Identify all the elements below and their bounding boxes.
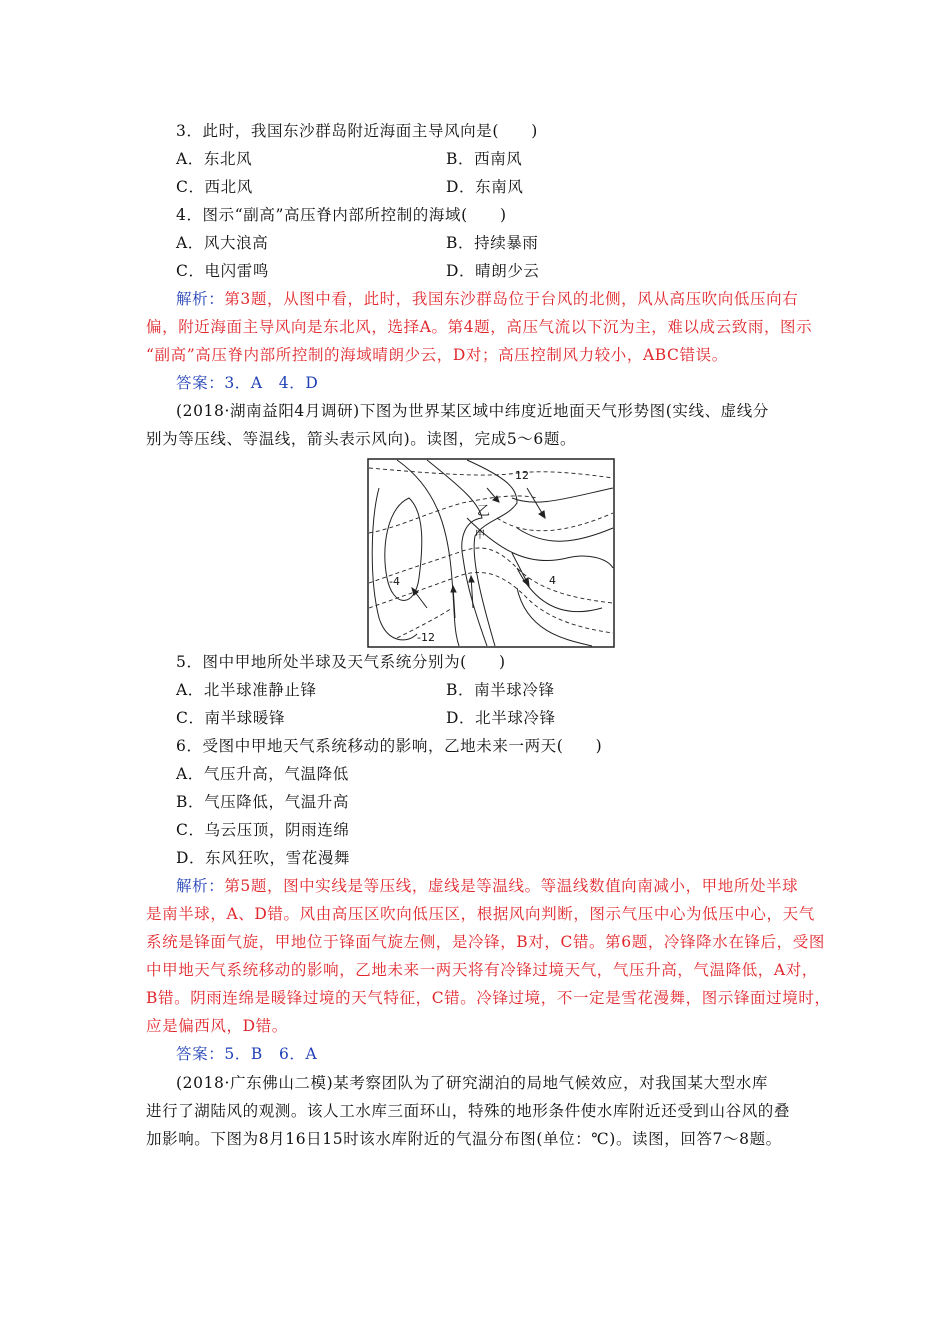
analysis2-line4: 中甲地天气系统移动的影响，乙地未来一两天将有冷锋过境天气，气压升高，气温降低，A对， xyxy=(146,961,818,979)
analysis1-label: 解析： xyxy=(176,290,225,308)
q3-option-c: C．西北风 xyxy=(176,178,253,196)
q6-option-a: A．气压升高，气温降低 xyxy=(176,765,349,783)
map-frame xyxy=(368,459,614,647)
intro2-line1: (2018·湖南益阳4月调研)下图为世界某区域中纬度近地面天气形势图(实线、虚线分 xyxy=(176,402,769,420)
label-12: 12 xyxy=(515,469,529,482)
analysis1-line3: “副高”高压脊内部所控制的海域晴朗少云，D对；高压控制风力较小，ABC错误。 xyxy=(146,346,728,364)
intro3-line1: (2018·广东佛山二模)某考察团队为了研究湖泊的局地气候效应，对我国某大型水库 xyxy=(176,1074,768,1092)
q6-stem: 6．受图中甲地天气系统移动的影响，乙地未来一两天( ) xyxy=(176,737,603,755)
q5-option-b: B．南半球冷锋 xyxy=(446,681,555,699)
analysis2-line2: 是南半球，A、D错。风由高压区吹向低压区，根据风向判断，图示气压中心为低压中心，天气 xyxy=(146,905,815,923)
analysis2-line6: 应是偏西风，D错。 xyxy=(146,1017,288,1035)
answer1-label: 答案： xyxy=(176,374,225,392)
q3-option-b: B．西南风 xyxy=(446,150,523,168)
analysis1-line1: 解析：第3题，从图中看，此时，我国东沙群岛位于台风的北侧，风从高压吹向低压向右 xyxy=(176,290,799,308)
q6-option-d: D．东风狂吹，雪花漫舞 xyxy=(176,849,351,867)
answer1 xyxy=(176,373,318,393)
label-yi: 乙 xyxy=(477,504,491,519)
analysis1-line2: 偏，附近海面主导风向是东北风，选择A。第4题，高压气流以下沉为主，难以成云致雨，图示 xyxy=(146,318,813,336)
q3-option-a: A．东北风 xyxy=(176,150,253,168)
weather-map xyxy=(367,458,615,648)
intro3-line3: 加影响。下图为8月16日15时该水库附近的气温分布图(单位：℃)。读图，回答7～8题。 xyxy=(146,1130,782,1148)
q4-option-c: C．电闪雷鸣 xyxy=(176,262,269,280)
q3-option-d: D．东南风 xyxy=(446,178,524,196)
q5-option-a: A．北半球准静止锋 xyxy=(176,681,317,699)
answer2 xyxy=(176,1044,317,1064)
q4-option-a: A．风大浪高 xyxy=(176,234,269,252)
answer2-label: 答案： xyxy=(176,1045,225,1063)
analysis2-line5: B错。阴雨连绵是暖锋过境的天气特征，C错。冷锋过境，不一定是雪花漫舞，图示锋面过境时， xyxy=(146,989,831,1007)
label-jia: 甲 xyxy=(475,530,485,541)
q4-stem: 4．图示“副高”高压脊内部所控制的海域( ) xyxy=(176,206,507,224)
intro3-line2: 进行了湖陆风的观测。该人工水库三面环山，特殊的地形条件使水库附近还受到山谷风的叠 xyxy=(146,1102,791,1120)
q3-stem: 3．此时，我国东沙群岛附近海面主导风向是( ) xyxy=(176,122,538,140)
q4-option-b: B．持续暴雨 xyxy=(446,234,539,252)
label-minus4: -4 xyxy=(389,575,400,588)
q5-stem: 5．图中甲地所处半球及天气系统分别为( ) xyxy=(176,653,506,671)
analysis2-label: 解析： xyxy=(176,877,225,895)
q6-option-c: C．乌云压顶，阴雨连绵 xyxy=(176,821,350,839)
answer2-value: 5．B 6．A xyxy=(224,1045,318,1063)
label-minus12: -12 xyxy=(417,631,435,644)
label-4: 4 xyxy=(549,574,556,587)
q5-option-d: D．北半球冷锋 xyxy=(446,709,556,727)
q5-option-c: C．南半球暖锋 xyxy=(176,709,286,727)
analysis2-line3: 系统是锋面气旋，甲地位于锋面气旋左侧，是冷锋，B对，C错。第6题，冷锋降水在锋后，受图 xyxy=(146,933,825,951)
answer1-value: 3．A 4．D xyxy=(224,374,319,392)
analysis2-line1: 解析：第5题，图中实线是等压线，虚线是等温线。等温线数值向南减小，甲地所处半球 xyxy=(176,877,799,895)
q6-option-b: B．气压降低，气温升高 xyxy=(176,793,349,811)
q4-option-d: D．晴朗少云 xyxy=(446,262,540,280)
intro2-line2: 别为等压线、等温线，箭头表示风向)。读图，完成5～6题。 xyxy=(146,430,577,448)
